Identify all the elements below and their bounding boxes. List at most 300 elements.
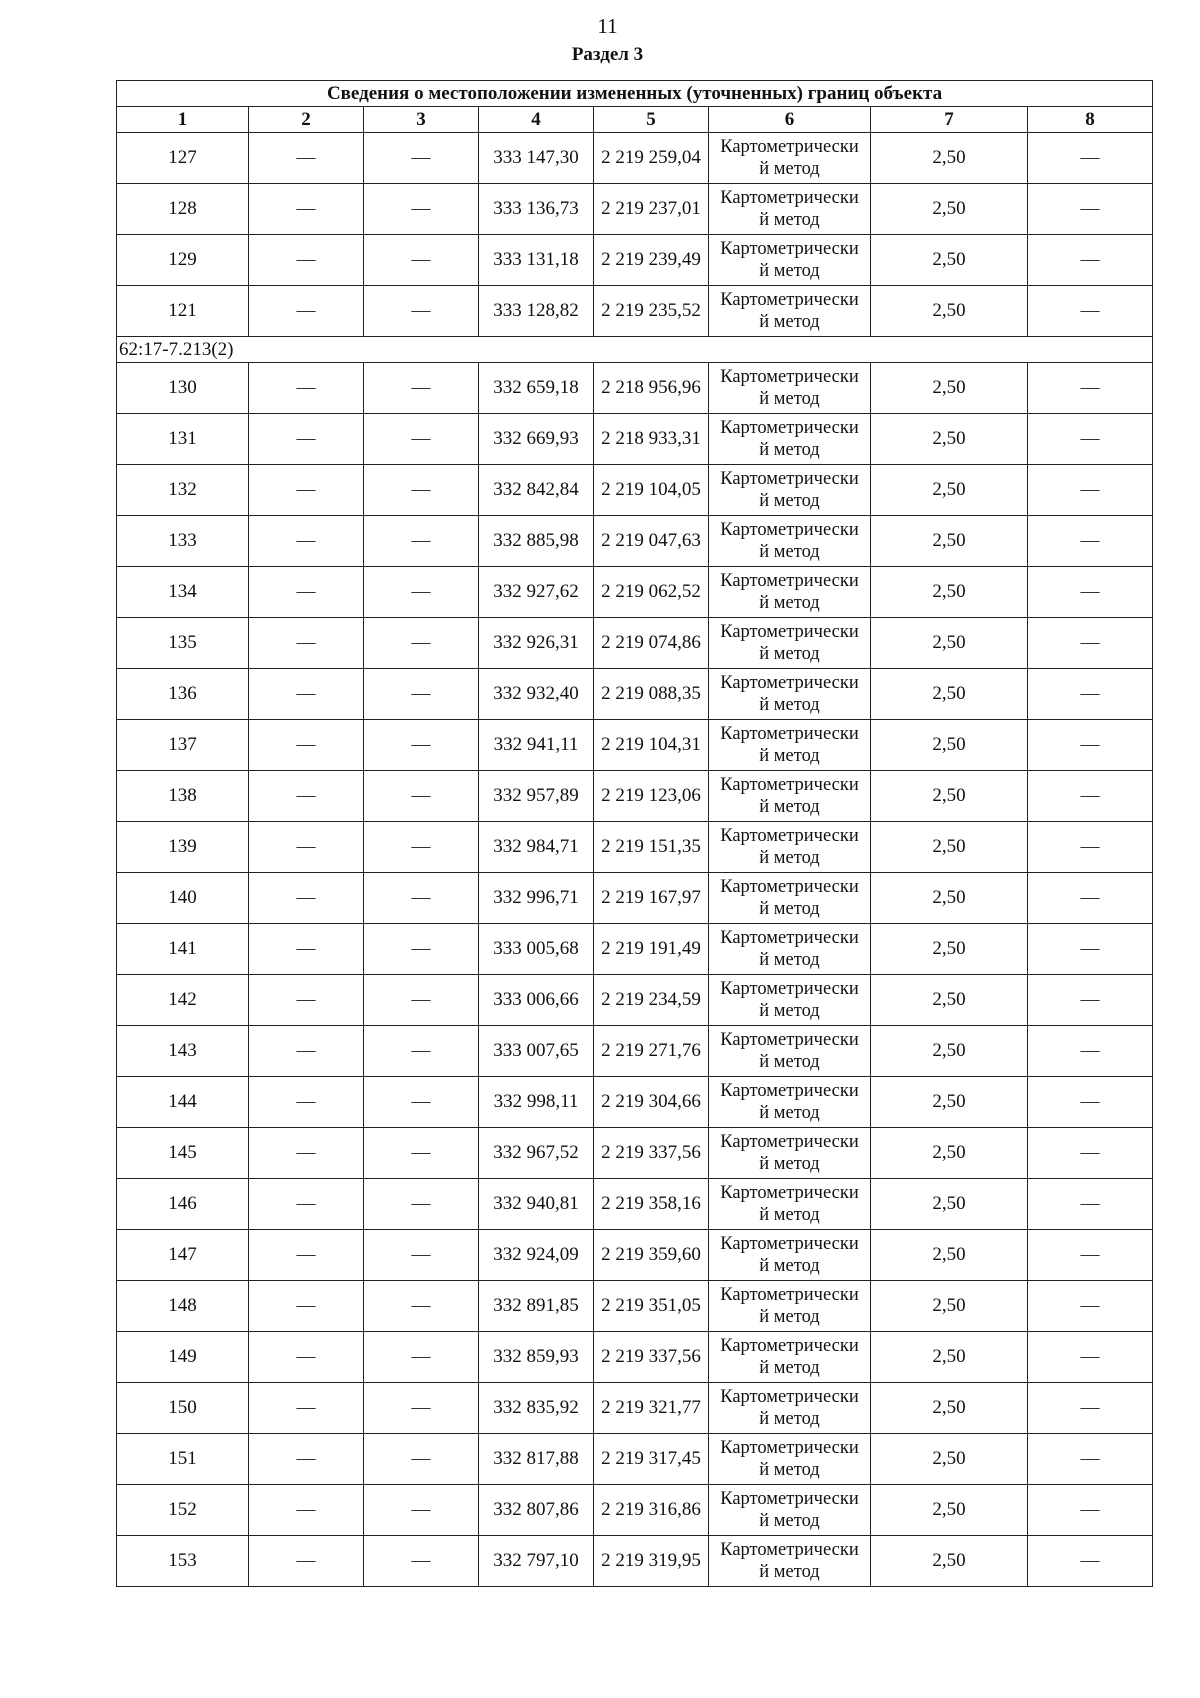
method-line: Картометрически (720, 571, 859, 591)
dash-cell: — (1028, 1026, 1153, 1077)
coord-x: 332 669,93 (479, 414, 594, 465)
method-line: й метод (759, 695, 820, 715)
dash-cell: — (364, 1383, 479, 1434)
table-row (117, 1434, 1153, 1485)
dash-cell: — (364, 618, 479, 669)
method-cell (709, 1281, 871, 1332)
method-line: й метод (759, 593, 820, 613)
method-cell (709, 1026, 871, 1077)
coord-x: 332 932,40 (479, 669, 594, 720)
dash-cell: — (1028, 1077, 1153, 1128)
method-line: й метод (759, 491, 820, 511)
dash-cell: — (249, 618, 364, 669)
point-number: 140 (117, 873, 249, 924)
column-header: 2 (249, 107, 364, 133)
coord-y: 2 219 317,45 (594, 1434, 709, 1485)
method-line: й метод (759, 1562, 820, 1582)
table-row (117, 516, 1153, 567)
dash-cell: — (364, 567, 479, 618)
table-body (117, 81, 1153, 1587)
dash-cell: — (249, 414, 364, 465)
coord-x: 332 998,11 (479, 1077, 594, 1128)
dash-cell: — (249, 1434, 364, 1485)
dash-cell: — (364, 771, 479, 822)
method-line: Картометрически (720, 1183, 859, 1203)
table-row (117, 720, 1153, 771)
coord-y: 2 219 239,49 (594, 235, 709, 286)
table-row (117, 771, 1153, 822)
accuracy-value: 2,50 (871, 669, 1028, 720)
method-cell (709, 286, 871, 337)
method-line: й метод (759, 797, 820, 817)
method-line: й метод (759, 1103, 820, 1123)
column-header: 8 (1028, 107, 1153, 133)
method-line: Картометрически (720, 418, 859, 438)
table-row (117, 567, 1153, 618)
method-cell (709, 822, 871, 873)
point-number: 146 (117, 1179, 249, 1230)
coord-x: 332 924,09 (479, 1230, 594, 1281)
coord-y: 2 219 316,86 (594, 1485, 709, 1536)
method-line: й метод (759, 746, 820, 766)
dash-cell: — (1028, 1485, 1153, 1536)
table-row (117, 133, 1153, 184)
method-cell (709, 1179, 871, 1230)
coord-x: 332 926,31 (479, 618, 594, 669)
coord-x: 332 984,71 (479, 822, 594, 873)
accuracy-value: 2,50 (871, 822, 1028, 873)
accuracy-value: 2,50 (871, 1281, 1028, 1332)
method-cell (709, 1434, 871, 1485)
coord-y: 2 219 047,63 (594, 516, 709, 567)
method-line: Картометрически (720, 622, 859, 642)
table-row (117, 822, 1153, 873)
accuracy-value: 2,50 (871, 1179, 1028, 1230)
method-line: Картометрически (720, 1540, 859, 1560)
method-cell (709, 414, 871, 465)
dash-cell: — (1028, 286, 1153, 337)
method-line: й метод (759, 1256, 820, 1276)
dash-cell: — (364, 363, 479, 414)
method-cell (709, 1536, 871, 1587)
method-line: Картометрически (720, 724, 859, 744)
point-number: 143 (117, 1026, 249, 1077)
method-line: й метод (759, 1409, 820, 1429)
coord-y: 2 219 337,56 (594, 1128, 709, 1179)
coord-y: 2 219 271,76 (594, 1026, 709, 1077)
method-line: й метод (759, 1052, 820, 1072)
coord-x: 333 007,65 (479, 1026, 594, 1077)
point-number: 147 (117, 1230, 249, 1281)
boundary-points-table (116, 80, 1153, 1587)
dash-cell: — (364, 873, 479, 924)
accuracy-value: 2,50 (871, 235, 1028, 286)
coord-x: 332 957,89 (479, 771, 594, 822)
coord-x: 333 006,66 (479, 975, 594, 1026)
method-line: й метод (759, 1154, 820, 1174)
method-cell (709, 720, 871, 771)
method-cell (709, 235, 871, 286)
method-line: й метод (759, 848, 820, 868)
table-row (117, 1332, 1153, 1383)
group-row (117, 337, 1153, 363)
coord-y: 2 219 074,86 (594, 618, 709, 669)
coord-x: 332 941,11 (479, 720, 594, 771)
method-line: Картометрически (720, 239, 859, 259)
accuracy-value: 2,50 (871, 363, 1028, 414)
dash-cell: — (249, 975, 364, 1026)
dash-cell: — (1028, 1332, 1153, 1383)
dash-cell: — (1028, 1230, 1153, 1281)
point-number: 130 (117, 363, 249, 414)
coord-y: 2 219 234,59 (594, 975, 709, 1026)
coord-x: 332 859,93 (479, 1332, 594, 1383)
dash-cell: — (1028, 414, 1153, 465)
table-row (117, 363, 1153, 414)
method-cell (709, 567, 871, 618)
dash-cell: — (364, 184, 479, 235)
method-line: Картометрически (720, 775, 859, 795)
dash-cell: — (1028, 465, 1153, 516)
accuracy-value: 2,50 (871, 618, 1028, 669)
coord-x: 332 967,52 (479, 1128, 594, 1179)
accuracy-value: 2,50 (871, 1434, 1028, 1485)
coord-y: 2 219 191,49 (594, 924, 709, 975)
dash-cell: — (249, 184, 364, 235)
coord-x: 332 807,86 (479, 1485, 594, 1536)
table-row (117, 235, 1153, 286)
dash-cell: — (249, 363, 364, 414)
dash-cell: — (364, 1485, 479, 1536)
column-header: 1 (117, 107, 249, 133)
dash-cell: — (249, 1281, 364, 1332)
accuracy-value: 2,50 (871, 414, 1028, 465)
coord-y: 2 219 237,01 (594, 184, 709, 235)
dash-cell: — (249, 669, 364, 720)
point-number: 149 (117, 1332, 249, 1383)
coord-y: 2 219 062,52 (594, 567, 709, 618)
point-number: 142 (117, 975, 249, 1026)
accuracy-value: 2,50 (871, 1128, 1028, 1179)
method-line: Картометрически (720, 290, 859, 310)
point-number: 134 (117, 567, 249, 618)
dash-cell: — (1028, 1281, 1153, 1332)
dash-cell: — (249, 1485, 364, 1536)
coord-x: 332 842,84 (479, 465, 594, 516)
table-row (117, 1383, 1153, 1434)
method-cell (709, 516, 871, 567)
coord-y: 2 219 123,06 (594, 771, 709, 822)
method-line: Картометрически (720, 1030, 859, 1050)
accuracy-value: 2,50 (871, 873, 1028, 924)
method-line: Картометрически (720, 520, 859, 540)
coord-x: 332 891,85 (479, 1281, 594, 1332)
coord-x: 333 128,82 (479, 286, 594, 337)
dash-cell: — (249, 873, 364, 924)
point-number: 129 (117, 235, 249, 286)
accuracy-value: 2,50 (871, 720, 1028, 771)
accuracy-value: 2,50 (871, 567, 1028, 618)
method-line: й метод (759, 542, 820, 562)
dash-cell: — (249, 720, 364, 771)
coord-x: 332 835,92 (479, 1383, 594, 1434)
coord-y: 2 218 956,96 (594, 363, 709, 414)
dash-cell: — (249, 286, 364, 337)
accuracy-value: 2,50 (871, 924, 1028, 975)
accuracy-value: 2,50 (871, 184, 1028, 235)
coord-x: 332 885,98 (479, 516, 594, 567)
coord-x: 332 996,71 (479, 873, 594, 924)
point-number: 133 (117, 516, 249, 567)
point-number: 151 (117, 1434, 249, 1485)
dash-cell: — (1028, 1536, 1153, 1587)
method-line: Картометрически (720, 979, 859, 999)
method-line: Картометрически (720, 1336, 859, 1356)
point-number: 141 (117, 924, 249, 975)
table-row (117, 1230, 1153, 1281)
dash-cell: — (249, 133, 364, 184)
point-number: 127 (117, 133, 249, 184)
point-number: 137 (117, 720, 249, 771)
method-cell (709, 618, 871, 669)
dash-cell: — (364, 822, 479, 873)
coord-x: 333 147,30 (479, 133, 594, 184)
dash-cell: — (364, 720, 479, 771)
dash-cell: — (249, 1128, 364, 1179)
dash-cell: — (249, 1230, 364, 1281)
dash-cell: — (249, 1383, 364, 1434)
column-header: 4 (479, 107, 594, 133)
table-row (117, 924, 1153, 975)
method-cell (709, 873, 871, 924)
coord-x: 332 940,81 (479, 1179, 594, 1230)
method-line: Картометрически (720, 188, 859, 208)
page-number: 11 (597, 14, 618, 38)
point-number: 131 (117, 414, 249, 465)
point-number: 150 (117, 1383, 249, 1434)
point-number: 132 (117, 465, 249, 516)
dash-cell: — (1028, 363, 1153, 414)
coord-y: 2 219 259,04 (594, 133, 709, 184)
method-line: й метод (759, 1001, 820, 1021)
method-cell (709, 1485, 871, 1536)
coord-x: 332 797,10 (479, 1536, 594, 1587)
dash-cell: — (1028, 975, 1153, 1026)
column-header-row (117, 107, 1153, 133)
method-line: й метод (759, 440, 820, 460)
method-line: й метод (759, 899, 820, 919)
dash-cell: — (1028, 235, 1153, 286)
dash-cell: — (249, 235, 364, 286)
dash-cell: — (1028, 618, 1153, 669)
accuracy-value: 2,50 (871, 286, 1028, 337)
coord-y: 2 219 351,05 (594, 1281, 709, 1332)
method-line: й метод (759, 261, 820, 281)
table-row (117, 1281, 1153, 1332)
table-row (117, 618, 1153, 669)
point-number: 152 (117, 1485, 249, 1536)
coord-x: 333 131,18 (479, 235, 594, 286)
dash-cell: — (249, 1179, 364, 1230)
method-cell (709, 1077, 871, 1128)
dash-cell: — (249, 516, 364, 567)
coord-y: 2 219 359,60 (594, 1230, 709, 1281)
point-number: 139 (117, 822, 249, 873)
point-number: 135 (117, 618, 249, 669)
method-line: й метод (759, 644, 820, 664)
dash-cell: — (364, 1230, 479, 1281)
dash-cell: — (249, 1332, 364, 1383)
table-row (117, 669, 1153, 720)
accuracy-value: 2,50 (871, 1536, 1028, 1587)
method-line: й метод (759, 210, 820, 230)
dash-cell: — (364, 235, 479, 286)
method-line: й метод (759, 1205, 820, 1225)
dash-cell: — (1028, 1434, 1153, 1485)
table-row (117, 184, 1153, 235)
table-row (117, 1536, 1153, 1587)
dash-cell: — (249, 822, 364, 873)
method-line: й метод (759, 1511, 820, 1531)
method-cell (709, 1332, 871, 1383)
accuracy-value: 2,50 (871, 516, 1028, 567)
accuracy-value: 2,50 (871, 1485, 1028, 1536)
coord-y: 2 219 321,77 (594, 1383, 709, 1434)
accuracy-value: 2,50 (871, 465, 1028, 516)
method-line: й метод (759, 389, 820, 409)
accuracy-value: 2,50 (871, 975, 1028, 1026)
dash-cell: — (1028, 567, 1153, 618)
dash-cell: — (364, 1281, 479, 1332)
dash-cell: — (364, 286, 479, 337)
coord-y: 2 219 304,66 (594, 1077, 709, 1128)
dash-cell: — (364, 1179, 479, 1230)
table-row (117, 975, 1153, 1026)
dash-cell: — (1028, 669, 1153, 720)
dash-cell: — (364, 1077, 479, 1128)
method-cell (709, 363, 871, 414)
dash-cell: — (364, 1026, 479, 1077)
accuracy-value: 2,50 (871, 1383, 1028, 1434)
point-number: 128 (117, 184, 249, 235)
coord-y: 2 219 167,97 (594, 873, 709, 924)
coord-x: 333 136,73 (479, 184, 594, 235)
column-header: 7 (871, 107, 1028, 133)
coord-x: 332 659,18 (479, 363, 594, 414)
method-cell (709, 184, 871, 235)
table-row (117, 465, 1153, 516)
coord-x: 332 817,88 (479, 1434, 594, 1485)
coord-y: 2 219 319,95 (594, 1536, 709, 1587)
coord-x: 333 005,68 (479, 924, 594, 975)
table-row (117, 1077, 1153, 1128)
coord-y: 2 219 337,56 (594, 1332, 709, 1383)
dash-cell: — (364, 133, 479, 184)
coord-y: 2 219 235,52 (594, 286, 709, 337)
table-row (117, 414, 1153, 465)
point-number: 153 (117, 1536, 249, 1587)
method-line: Картометрически (720, 367, 859, 387)
point-number: 138 (117, 771, 249, 822)
dash-cell: — (1028, 822, 1153, 873)
method-line: й метод (759, 159, 820, 179)
method-line: Картометрически (720, 1387, 859, 1407)
point-number: 148 (117, 1281, 249, 1332)
point-number: 145 (117, 1128, 249, 1179)
method-line: й метод (759, 1358, 820, 1378)
table-row (117, 873, 1153, 924)
method-cell (709, 771, 871, 822)
table-row (117, 1128, 1153, 1179)
method-line: Картометрически (720, 1132, 859, 1152)
dash-cell: — (1028, 1179, 1153, 1230)
dash-cell: — (364, 516, 479, 567)
dash-cell: — (364, 414, 479, 465)
table-caption: Сведения о местоположении измененных (уточненных) границ объекта (117, 81, 1153, 107)
dash-cell: — (364, 465, 479, 516)
point-number: 144 (117, 1077, 249, 1128)
method-line: Картометрически (720, 826, 859, 846)
method-cell (709, 669, 871, 720)
coord-y: 2 219 104,31 (594, 720, 709, 771)
coord-y: 2 219 358,16 (594, 1179, 709, 1230)
dash-cell: — (249, 1026, 364, 1077)
group-label: 62:17-7.213(2) (117, 337, 1153, 363)
dash-cell: — (1028, 1128, 1153, 1179)
dash-cell: — (1028, 771, 1153, 822)
section-title: Раздел 3 (571, 44, 644, 65)
method-line: Картометрически (720, 1081, 859, 1101)
method-line: Картометрически (720, 469, 859, 489)
table-row (117, 1026, 1153, 1077)
method-cell (709, 465, 871, 516)
dash-cell: — (249, 1077, 364, 1128)
accuracy-value: 2,50 (871, 1230, 1028, 1281)
point-number: 136 (117, 669, 249, 720)
table-row (117, 286, 1153, 337)
method-line: Картометрически (720, 673, 859, 693)
method-cell (709, 1230, 871, 1281)
method-cell (709, 924, 871, 975)
dash-cell: — (249, 1536, 364, 1587)
dash-cell: — (364, 669, 479, 720)
dash-cell: — (1028, 924, 1153, 975)
method-cell (709, 975, 871, 1026)
method-line: Картометрически (720, 1234, 859, 1254)
method-line: Картометрически (720, 928, 859, 948)
method-line: Картометрически (720, 1489, 859, 1509)
method-cell (709, 1383, 871, 1434)
dash-cell: — (1028, 184, 1153, 235)
column-header: 6 (709, 107, 871, 133)
coord-x: 332 927,62 (479, 567, 594, 618)
method-line: Картометрически (720, 137, 859, 157)
method-cell (709, 133, 871, 184)
method-line: Картометрически (720, 877, 859, 897)
method-line: й метод (759, 1460, 820, 1480)
dash-cell: — (364, 1332, 479, 1383)
method-line: й метод (759, 950, 820, 970)
coord-y: 2 219 104,05 (594, 465, 709, 516)
accuracy-value: 2,50 (871, 1077, 1028, 1128)
column-header: 5 (594, 107, 709, 133)
method-line: й метод (759, 1307, 820, 1327)
dash-cell: — (249, 465, 364, 516)
table-row (117, 1485, 1153, 1536)
method-line: Картометрически (720, 1285, 859, 1305)
accuracy-value: 2,50 (871, 1026, 1028, 1077)
dash-cell: — (249, 567, 364, 618)
